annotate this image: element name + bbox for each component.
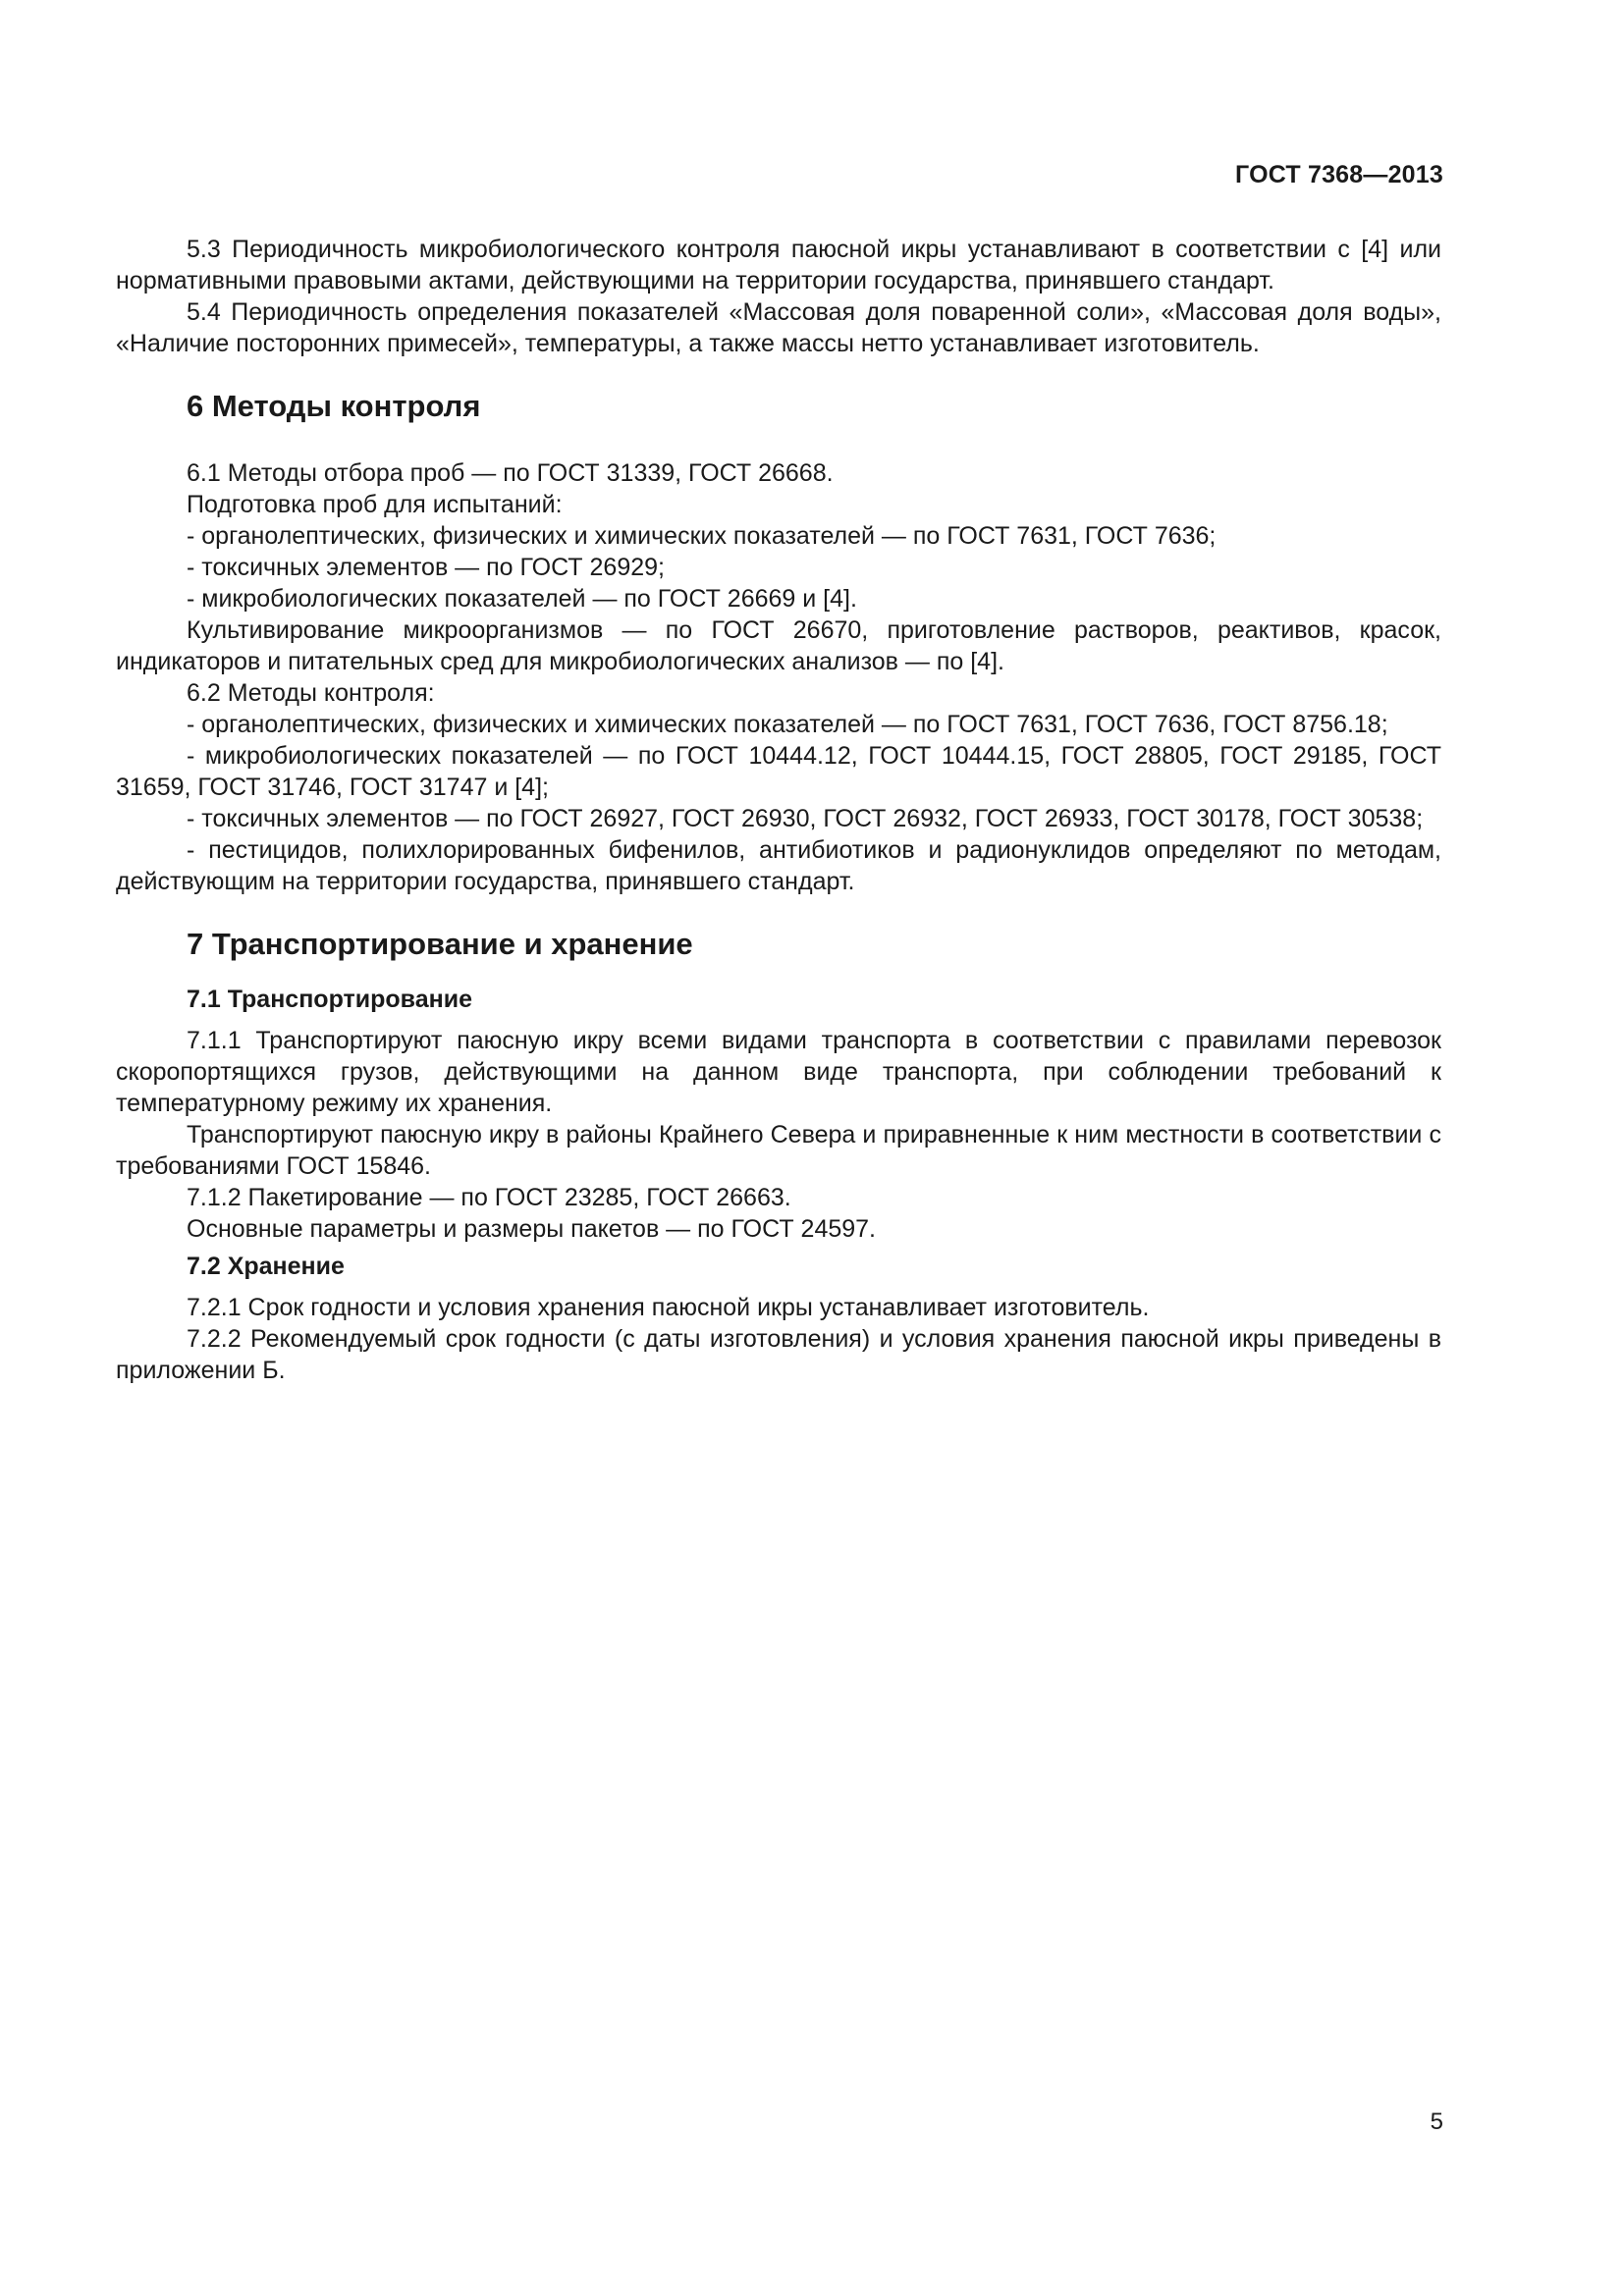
list-item-prep-3: - микробиологических показателей — по ГОСТ 26669 и [4]. bbox=[187, 585, 857, 613]
cultivation-paragraph: Культивирование микроорганизмов — по ГОСТ 26670, приготовление растворов, реактивов, красок, индикаторов и питательных сред для микробиологических анализов — по [4]. bbox=[116, 616, 1441, 675]
section-7-title: 7 Транспортирование и хранение bbox=[187, 927, 693, 961]
paragraph-7-2-1: 7.2.1 Срок годности и условия хранения паюсной икры устанавливает изготовитель. bbox=[187, 1294, 1150, 1321]
paragraph-7-1-1b: Транспортируют паюсную икру в районы Крайнего Севера и приравненные к ним местности в соответствии с требованиями ГОСТ 15846. bbox=[116, 1121, 1441, 1180]
paragraph-7-1-2b: Основные параметры и размеры пакетов — по ГОСТ 24597. bbox=[187, 1215, 877, 1243]
paragraph-7-1-2: 7.1.2 Пакетирование — по ГОСТ 23285, ГОСТ 26663. bbox=[187, 1184, 791, 1211]
paragraph-5-3: 5.3 Периодичность микробиологического контроля паюсной икры устанавливают в соответствии с [4] или нормативными правовыми актами, действующими на территории государства, принявшего стандарт. bbox=[116, 236, 1441, 294]
paragraph-6-1: 6.1 Методы отбора проб — по ГОСТ 31339, ГОСТ 26668. bbox=[187, 459, 834, 487]
list-item-control-2: - микробиологических показателей — по ГОСТ 10444.12, ГОСТ 10444.15, ГОСТ 28805, ГОСТ 29185, ГОСТ 31659, ГОСТ 31746, ГОСТ 31747 и [4]; bbox=[116, 742, 1441, 801]
subsection-7-1-title: 7.1 Транспортирование bbox=[187, 986, 472, 1013]
section-6-title: 6 Методы контроля bbox=[187, 389, 481, 423]
paragraph-7-2-2: 7.2.2 Рекомендуемый срок годности (с даты изготовления) и условия хранения паюсной икры приведены в приложении Б. bbox=[116, 1325, 1441, 1384]
page-number: 5 bbox=[1430, 2109, 1443, 2135]
standard-header: ГОСТ 7368—2013 bbox=[1235, 161, 1443, 188]
document-body bbox=[116, 234, 1441, 1386]
list-item-prep-2: - токсичных элементов — по ГОСТ 26929; bbox=[187, 554, 665, 581]
list-item-control-1: - органолептических, физических и химических показателей — по ГОСТ 7631, ГОСТ 7636, ГОСТ 8756.18; bbox=[187, 711, 1388, 738]
list-item-control-4: - пестицидов, полихлорированных бифенилов, антибиотиков и радионуклидов определяют по методам, действующим на территории государства, принявшего стандарт. bbox=[116, 836, 1441, 895]
list-item-prep-1: - органолептических, физических и химических показателей — по ГОСТ 7631, ГОСТ 7636; bbox=[187, 522, 1217, 550]
paragraph-5-4: 5.4 Периодичность определения показателей «Массовая доля поваренной соли», «Массовая доля воды», «Наличие посторонних примесей», температуры, а также массы нетто устанавливает изготовитель. bbox=[116, 298, 1441, 357]
prep-title: Подготовка проб для испытаний: bbox=[187, 491, 563, 518]
list-item-control-3: - токсичных элементов — по ГОСТ 26927, ГОСТ 26930, ГОСТ 26932, ГОСТ 26933, ГОСТ 30178, ГОСТ 30538; bbox=[187, 805, 1424, 832]
paragraph-7-1-1: 7.1.1 Транспортируют паюсную икру всеми видами транспорта в соответствии с правилами перевозок скоропортящихся грузов, действующими на данном виде транспорта, при соблюдении требований к температурному режиму их хранения. bbox=[116, 1027, 1441, 1117]
paragraph-6-2: 6.2 Методы контроля: bbox=[187, 679, 435, 707]
subsection-7-2-title: 7.2 Хранение bbox=[187, 1253, 345, 1280]
